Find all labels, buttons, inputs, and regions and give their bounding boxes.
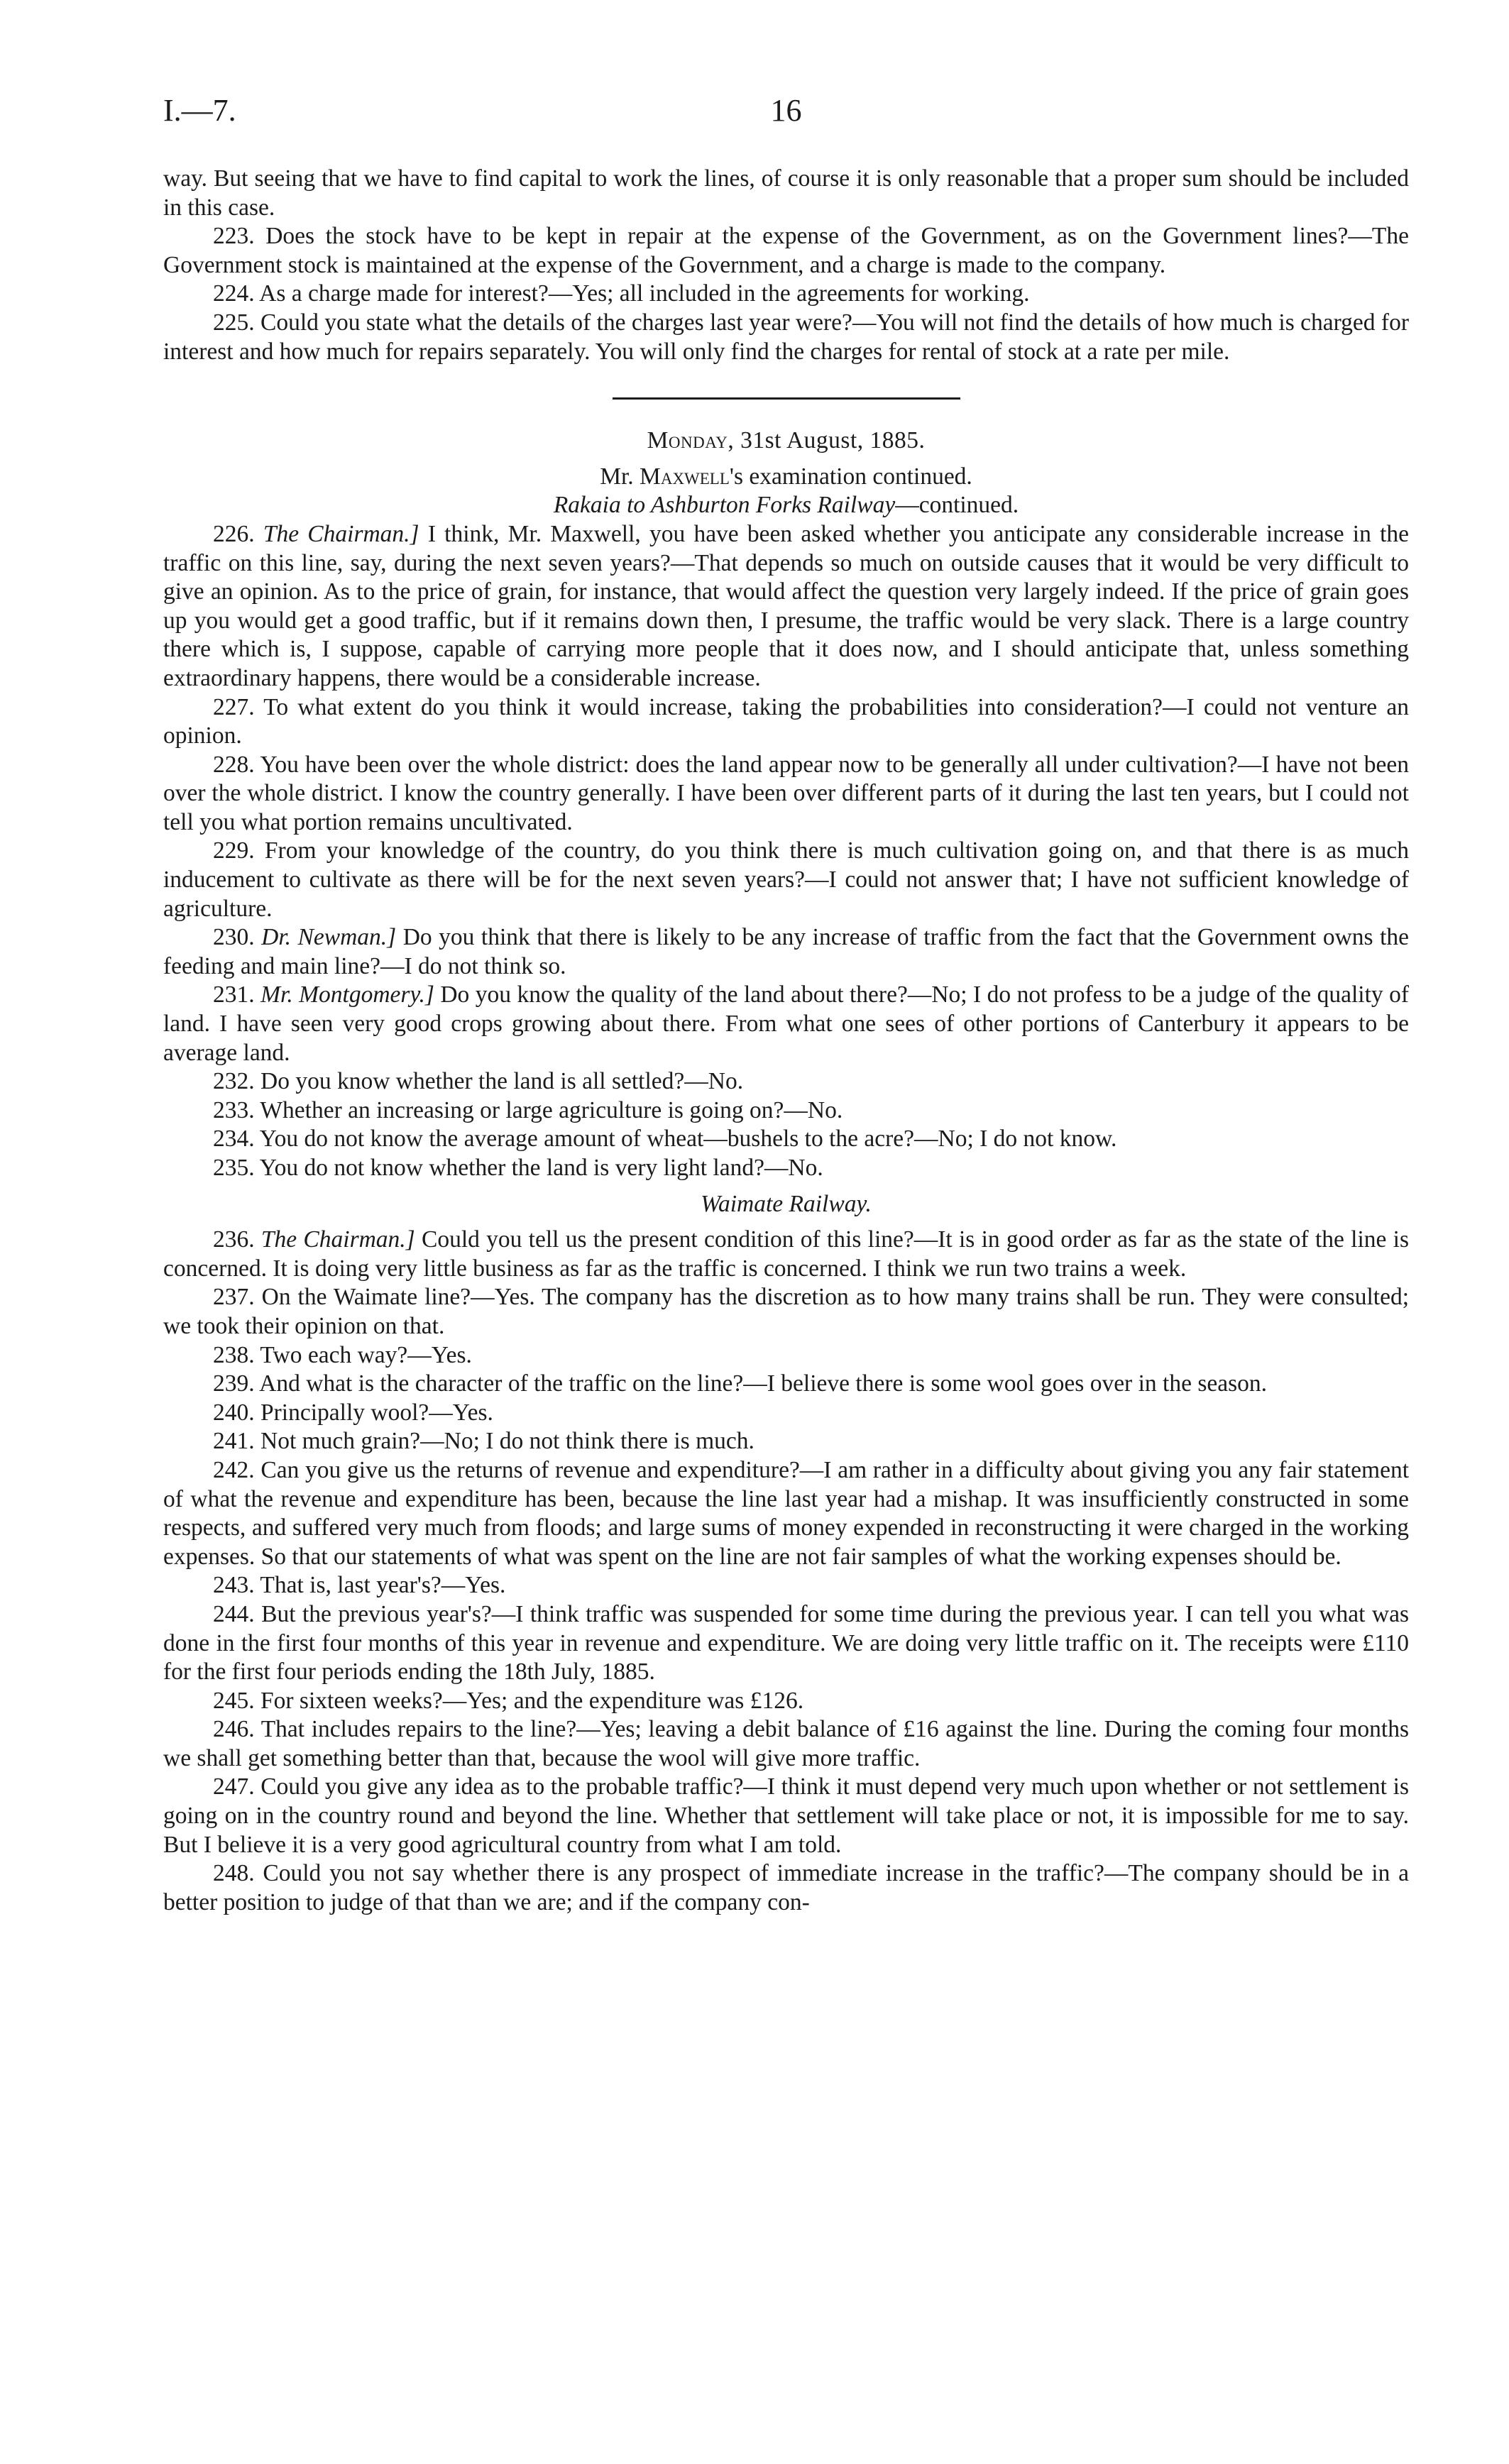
question-paragraph xyxy=(163,1773,1409,1859)
speaker-label: Mr. Montgomery.] xyxy=(260,981,434,1008)
question-number: 242. xyxy=(213,1456,255,1483)
section-heading-rakaia: Rakaia to Ashburton Forks Railway—continued. xyxy=(553,492,1019,519)
paragraph-text: But the previous year's?—I think traffic was suspended for some time during the previous year. I can tell you what was done in the first four months of this year in revenue and expenditure. We are doing very little traffic on it. The receipts were £110 for the first four periods ending the 18th July, 1885. xyxy=(163,1600,1410,1685)
paragraph-text: Principally wool?—Yes. xyxy=(260,1399,493,1426)
question-number: 231. xyxy=(213,981,255,1008)
paragraph xyxy=(163,309,1409,366)
question-number: 247. xyxy=(213,1773,255,1800)
paragraph-text: Do you think that there is likely to be any increase of traffic from the fact that the Government owns the feeding and main line?—I do not think so. xyxy=(163,924,1410,979)
question-number: 230. xyxy=(213,924,255,951)
question-number: 228. xyxy=(213,751,255,778)
speaker-label: Dr. Newman.] xyxy=(261,924,397,951)
sitting-date xyxy=(163,427,1409,456)
paragraph-text: Could you give any idea as to the probable traffic?—I think it must depend very much upon whether or not settlement is going on in the country round and beyond the line. Whether that settlement will take place or not, it is impossible for me to say. But I believe it is a very good agricultural country from what I am told. xyxy=(163,1773,1409,1858)
paragraph-text: From your knowledge of the country, do you think there is much cultivation going on, and that there is as much inducement to cultivate as there will be for the next seven years?—I could not answer that; I have not sufficient knowledge of agriculture. xyxy=(163,837,1410,922)
question-paragraph xyxy=(163,1226,1409,1283)
sitting-date-rest: , 31st August, 1885. xyxy=(728,427,926,454)
paragraph-text: Two each way?—Yes. xyxy=(260,1341,472,1368)
question-paragraph xyxy=(163,1067,1409,1096)
question-paragraph xyxy=(163,1370,1409,1399)
rakaia-questions xyxy=(163,520,1409,1183)
sitting-day: Monday xyxy=(647,427,728,454)
question-paragraph xyxy=(163,1456,1409,1571)
paragraph-text: You do not know whether the land is very light land?—No. xyxy=(259,1155,823,1181)
paragraph-text: You do not know the average amount of wheat—bushels to the acre?—No; I do not know. xyxy=(259,1126,1117,1153)
paragraph-text: On the Waimate line?—Yes. The company has the discretion as to how many trains shall be run. They were consulted; we took their opinion on that. xyxy=(163,1284,1409,1339)
question-paragraph xyxy=(163,1341,1409,1370)
paragraph-text: 223. Does the stock have to be kept in repair at the expense of the Government, as on the Government lines?—The Government stock is maintained at the expense of the Government, and a charge is made to the company. xyxy=(163,223,1409,278)
question-number: 233. xyxy=(213,1096,255,1123)
paragraph xyxy=(163,165,1409,222)
question-number: 240. xyxy=(213,1399,255,1426)
question-paragraph xyxy=(163,923,1409,981)
paragraph-text: Could you tell us the present condition of this line?—It is in good order as far as the state of the line is concerned. It is doing very little business as far as the traffic is concerned. I think we run two trains a week. xyxy=(163,1226,1410,1282)
paragraph-text: For sixteen weeks?—Yes; and the expenditure was £126. xyxy=(260,1687,804,1714)
paragraph-text: way. But seeing that we have to find capital to work the lines, of course it is only reasonable that a proper sum should be included in this case. xyxy=(163,165,1409,221)
question-paragraph xyxy=(163,1687,1409,1716)
paragraph-text: 224. As a charge made for interest?—Yes; all included in the agreements for working. xyxy=(213,280,1030,307)
paragraph-text: That is, last year's?—Yes. xyxy=(260,1572,506,1599)
question-number: 246. xyxy=(213,1716,255,1743)
question-paragraph xyxy=(163,1715,1409,1773)
question-paragraph xyxy=(163,1154,1409,1183)
paragraph xyxy=(163,222,1409,280)
paragraph-text: And what is the character of the traffic on the line?—I believe there is some wool goes over in the season. xyxy=(259,1370,1268,1397)
paragraph-text: Can you give us the returns of revenue and expenditure?—I am rather in a difficulty about giving you any fair statement of what the revenue and expenditure has been, because the line last year had a mishap. It was insufficiently constructed in some respects, and suffered very much from floods; and large sums of money expended in reconstructing it were charged in the working expenses. So that our statements of what was spent on the line are not fair samples of what the working expenses should be. xyxy=(163,1456,1409,1570)
paragraph-text: Whether an increasing or large agriculture is going on?—No. xyxy=(260,1096,843,1123)
question-paragraph xyxy=(163,1283,1409,1341)
question-number: 232. xyxy=(213,1068,255,1095)
question-paragraph xyxy=(163,693,1409,751)
question-paragraph xyxy=(163,1125,1409,1154)
page-number: 16 xyxy=(770,93,802,128)
question-paragraph xyxy=(163,981,1409,1067)
section-divider xyxy=(613,397,960,400)
question-number: 235. xyxy=(213,1155,255,1181)
waimate-questions xyxy=(163,1226,1409,1917)
paragraph-text: To what extent do you think it would increase, taking the probabilities into consideration?—I could not venture an opinion. xyxy=(163,693,1409,749)
paper-reference: I.—7. xyxy=(163,93,236,128)
paragraph-text: I think, Mr. Maxwell, you have been asked whether you anticipate any considerable increase in the traffic on this line, say, during the next seven years?—That depends so much on outside causes that it would be very difficult to give an opinion. As to the price of grain, for instance, that would affect the question very largely indeed. If the price of grain goes up you would get a good traffic, but if it remains down then, I presume, the traffic would be very slack. There is a large country there which is, I suppose, capable of carrying more people that it does now, and I should anticipate that, unless something extraordinary happens, there would be a considerable increase. xyxy=(163,520,1410,691)
question-number: 229. xyxy=(213,837,255,864)
paragraph-text: You have been over the whole district: does the land appear now to be generally all under cultivation?—I have not been over the whole district. I know the country generally. I have been over different parts of it during the last ten years, but I could not tell you what portion remains uncultivated. xyxy=(163,751,1409,835)
question-number: 237. xyxy=(213,1284,255,1311)
question-number: 238. xyxy=(213,1341,255,1368)
witness-heading: Mr. Maxwell's examination continued. xyxy=(600,463,972,490)
question-paragraph xyxy=(163,751,1409,837)
question-paragraph xyxy=(163,1427,1409,1456)
question-paragraph xyxy=(163,1600,1409,1687)
question-paragraph xyxy=(163,1571,1409,1600)
question-number: 243. xyxy=(213,1572,255,1599)
question-number: 245. xyxy=(213,1687,255,1714)
paragraph-text: Not much grain?—No; I do not think there is much. xyxy=(260,1428,754,1455)
opening-paragraphs xyxy=(163,165,1409,366)
speaker-label: The Chairman.] xyxy=(260,1226,415,1253)
question-number: 239. xyxy=(213,1370,255,1397)
question-paragraph xyxy=(163,1096,1409,1126)
question-number: 226. xyxy=(213,520,255,547)
section-heading-waimate: Waimate Railway. xyxy=(701,1190,872,1217)
paragraph xyxy=(163,280,1409,309)
question-paragraph xyxy=(163,1399,1409,1428)
paragraph-text: That includes repairs to the line?—Yes; leaving a debit balance of £16 against the line. During the coming four months we shall get something better than that, because the wool will give more traffic. xyxy=(163,1716,1409,1771)
paragraph-text: Do you know whether the land is all settled?—No. xyxy=(260,1068,744,1095)
question-paragraph xyxy=(163,837,1409,923)
question-paragraph xyxy=(163,520,1409,693)
question-paragraph xyxy=(163,1859,1409,1917)
question-number: 236. xyxy=(213,1226,255,1253)
question-number: 248. xyxy=(213,1860,255,1887)
paragraph-text: 225. Could you state what the details of the charges last year were?—You will not find the details of how much is charged for interest and how much for repairs separately. You will only find the charges for rental of stock at a rate per mile. xyxy=(163,309,1409,365)
question-number: 241. xyxy=(213,1428,255,1455)
page-header xyxy=(163,92,1409,135)
question-number: 227. xyxy=(213,693,255,720)
page-body xyxy=(163,165,1409,1917)
question-number: 234. xyxy=(213,1126,255,1153)
paragraph-text: Do you know the quality of the land about there?—No; I do not profess to be a judge of the quality of land. I have seen very good crops growing about there. From what one sees of other portions of Canterbury it appears to be average land. xyxy=(163,981,1410,1066)
speaker-label: The Chairman.] xyxy=(263,520,419,547)
witness-name: Maxwell xyxy=(640,463,730,490)
question-number: 244. xyxy=(213,1600,255,1627)
paragraph-text: Could you not say whether there is any prospect of immediate increase in the traffic?—The company should be in a better position to judge of that than we are; and if the company con- xyxy=(163,1860,1410,1915)
